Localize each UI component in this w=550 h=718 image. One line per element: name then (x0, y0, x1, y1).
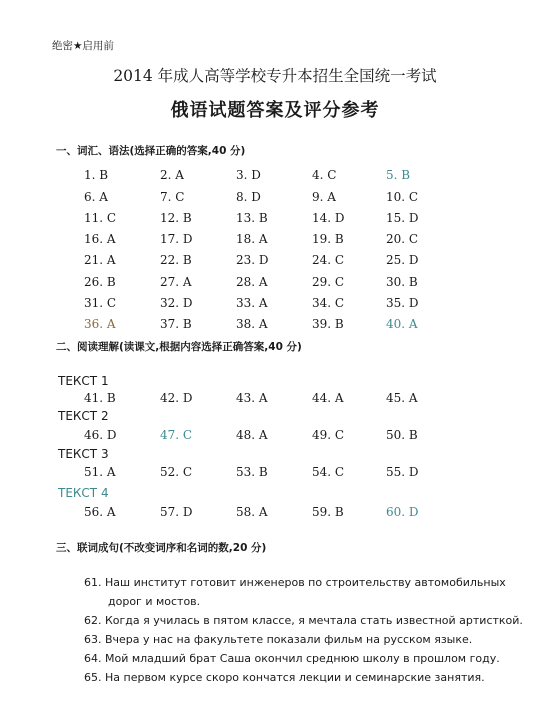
exam-title: 2014 年成人高等学校专升本招生全国统一考试 (113, 67, 437, 85)
answer-key-title: 俄语试题答案及评分参考 (170, 100, 380, 121)
text-label: ТЕКСТ 3 (58, 447, 109, 461)
answer-cell: 22. B (160, 253, 192, 267)
answer-cell: 2. A (160, 168, 184, 182)
answer-cell: 24. C (312, 253, 345, 267)
answer-cell: 4. C (312, 168, 337, 182)
answer-cell: 6. A (84, 190, 108, 204)
answer-cell: 8. D (236, 190, 261, 204)
answer-cell: 37. B (160, 317, 192, 331)
sentence-63: 63. Вчера у нас на факультете показали фильм на русском языке. (84, 633, 473, 646)
answer-cell: 19. B (312, 232, 344, 246)
answer-cell: 9. A (312, 190, 336, 204)
answer-cell: 28. A (236, 275, 268, 289)
sentence-62: 62. Когда я училась в пятом классе, я мечтала стать известной артисткой. (84, 614, 523, 627)
answer-cell: 3. D (236, 168, 261, 182)
answer-cell: 12. B (160, 211, 192, 225)
answer-cell: 50. B (386, 428, 418, 442)
answer-cell: 43. A (236, 391, 268, 405)
section-3-heading: 三、联词成句(不改变词序和名词的数,20 分) (56, 542, 267, 554)
text-label: ТЕКСТ 1 (58, 374, 109, 388)
answer-cell: 51. A (84, 465, 116, 479)
answer-cell: 52. C (160, 465, 193, 479)
answer-cell: 25. D (386, 253, 419, 267)
answer-cell: 21. A (84, 253, 116, 267)
answer-cell: 13. B (236, 211, 268, 225)
sentence-61: 61. Наш институт готовит инженеров по строительству автомобильных (84, 576, 506, 589)
answer-cell: 27. A (160, 275, 192, 289)
answer-cell: 53. B (236, 465, 268, 479)
answer-cell: 59. B (312, 505, 344, 519)
answer-cell: 42. D (160, 391, 193, 405)
answer-cell: 40. A (386, 317, 418, 331)
answer-cell: 17. D (160, 232, 193, 246)
sentence-64: 64. Мой младший брат Саша окончил среднюю школу в прошлом году. (84, 652, 500, 665)
answer-cell: 26. B (84, 275, 116, 289)
answer-cell: 18. A (236, 232, 268, 246)
answer-cell: 31. C (84, 296, 117, 310)
answer-cell: 5. B (386, 168, 411, 182)
answer-cell: 16. A (84, 232, 116, 246)
confidential-label: 绝密★启用前 (52, 40, 114, 52)
answer-cell: 11. C (84, 211, 117, 225)
answer-cell: 54. C (312, 465, 345, 479)
answer-cell: 23. D (236, 253, 269, 267)
answer-cell: 35. D (386, 296, 419, 310)
answer-cell: 57. D (160, 505, 193, 519)
answer-cell: 55. D (386, 465, 419, 479)
answer-cell: 60. D (386, 505, 419, 519)
answer-cell: 30. B (386, 275, 418, 289)
answer-cell: 10. C (386, 190, 419, 204)
answer-cell: 7. C (160, 190, 185, 204)
answer-cell: 33. A (236, 296, 268, 310)
section-2-heading: 二、阅读理解(读课文,根据内容选择正确答案,40 分) (56, 341, 302, 353)
answer-cell: 32. D (160, 296, 193, 310)
answer-cell: 34. C (312, 296, 345, 310)
answer-cell: 38. A (236, 317, 268, 331)
answer-cell: 45. A (386, 391, 418, 405)
answer-cell: 56. A (84, 505, 116, 519)
answer-cell: 44. A (312, 391, 344, 405)
text-label: ТЕКСТ 4 (58, 486, 109, 500)
section-1-heading: 一、词汇、语法(选择正确的答案,40 分) (56, 145, 246, 157)
answer-cell: 39. B (312, 317, 344, 331)
answer-cell: 14. D (312, 211, 345, 225)
sentence-65: 65. На первом курсе скоро кончатся лекции и семинарские занятия. (84, 671, 485, 684)
answer-cell: 46. D (84, 428, 117, 442)
answer-cell: 1. B (84, 168, 109, 182)
answer-cell: 41. B (84, 391, 116, 405)
sentence-61-continued: дорог и мостов. (108, 595, 201, 608)
text-label: ТЕКСТ 2 (58, 409, 109, 423)
answer-cell: 48. A (236, 428, 268, 442)
answer-cell: 47. C (160, 428, 193, 442)
answer-cell: 58. A (236, 505, 268, 519)
answer-cell: 29. C (312, 275, 345, 289)
answer-cell: 49. C (312, 428, 345, 442)
answer-cell: 15. D (386, 211, 419, 225)
answer-cell: 20. C (386, 232, 419, 246)
answer-cell: 36. A (84, 317, 116, 331)
